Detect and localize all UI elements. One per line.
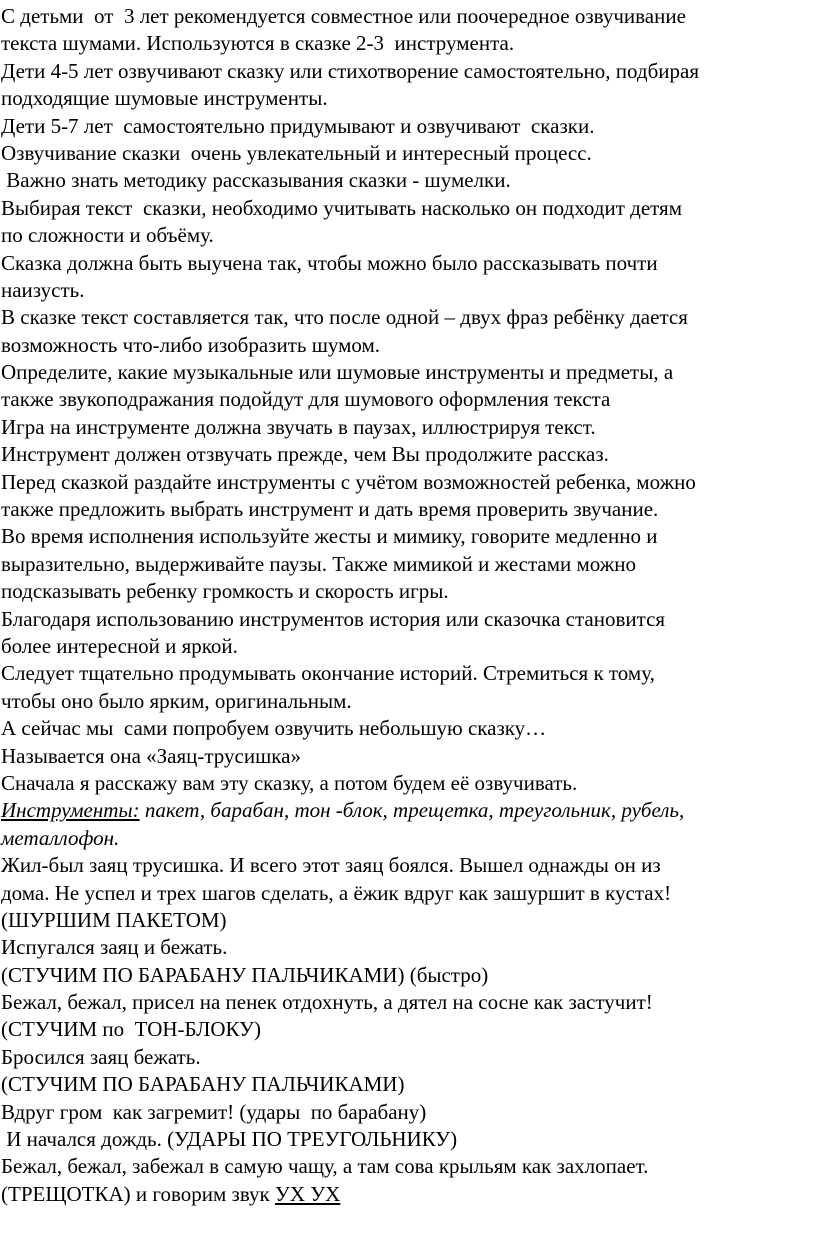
text-line: также предложить выбрать инструмент и дать время проверить звучание. — [1, 497, 659, 522]
text-line: наизусть. — [1, 277, 85, 302]
text-line: В сказке текст составляется так, что после одной – двух фраз ребёнку дается — [1, 305, 688, 330]
story-line: Испугался заяц и бежать. — [1, 935, 228, 960]
text-line: более интересной и яркой. — [1, 633, 238, 658]
text-line: Важно знать методику рассказывания сказки - шумелки. — [1, 168, 511, 193]
text-line: Во время исполнения используйте жесты и мимику, говорите медленно и — [1, 524, 658, 549]
instruments-continuation: металлофон. — [1, 825, 120, 850]
text-line: по сложности и объёму. — [1, 223, 214, 248]
text-line: Благодаря использованию инструментов история или сказочка становится — [1, 606, 666, 631]
last-line-text: (ТРЕЩОТКА) и говорим звук — [1, 1181, 275, 1206]
text-line: С детьми от 3 лет рекомендуется совместное или поочередное озвучивание — [1, 4, 686, 28]
story-line: Бежал, бежал, забежал в самую чащу, а там сова крыльям как захлопает. — [1, 1154, 649, 1179]
text-line: Называется она «Заяц-трусишка» — [1, 743, 301, 768]
text-line: подходящие шумовые инструменты. — [1, 86, 328, 111]
story-line: Бежал, бежал, присел на пенек отдохнуть, а дятел на сосне как застучит! — [1, 990, 653, 1015]
text-line: Дети 5-7 лет самостоятельно придумывают и озвучивают сказки. — [1, 113, 595, 138]
text-line: Игра на инструменте должна звучать в паузах, иллюстрируя текст. — [1, 414, 596, 439]
text-line: Дети 4-5 лет озвучивают сказку или стихотворение самостоятельно, подбирая — [1, 58, 699, 83]
last-line — [1, 1181, 816, 1208]
text-line: также звукоподражания подойдут для шумового оформления текста — [1, 387, 611, 412]
instruments-label: Инструменты: — [1, 798, 140, 823]
story-line: Жил-был заяц трусишка. И всего этот заяц боялся. Вышел однажды он из — [1, 853, 661, 878]
text-line: Определите, какие музыкальные или шумовые инструменты и предметы, а — [1, 360, 674, 385]
text-line: текста шумами. Используются в сказке 2-3 инструмента. — [1, 31, 515, 56]
text-line: выразительно, выдерживайте паузы. Также мимикой и жестами можно — [1, 551, 637, 576]
story-line: (СТУЧИМ ПО БАРАБАНУ ПАЛЬЧИКАМИ) (быстро) — [1, 962, 489, 987]
text-line: подсказывать ребенку громкость и скорость игры. — [1, 579, 449, 604]
sound-uh-uh: УХ УХ — [275, 1181, 341, 1206]
text-line: Выбирая текст сказки, необходимо учитывать насколько он подходит детям — [1, 195, 683, 220]
text-line: Озвучивание сказки очень увлекательный и интересный процесс. — [1, 140, 592, 165]
text-line: Перед сказкой раздайте инструменты с учётом возможностей ребенка, можно — [1, 469, 696, 494]
story-line: Бросился заяц бежать. — [1, 1044, 201, 1069]
text-line: А сейчас мы сами попробуем озвучить небольшую сказку… — [1, 716, 547, 741]
story-line: (СТУЧИМ по ТОН-БЛОКУ) — [1, 1017, 261, 1042]
text-line: возможность что-либо изобразить шумом. — [1, 332, 381, 357]
instruments-line — [1, 797, 816, 824]
text-line: Инструмент должен отзвучать прежде, чем Вы продолжите рассказ. — [1, 442, 609, 467]
text-line: чтобы оно было ярким, оригинальным. — [1, 688, 352, 713]
text-line: Сказка должна быть выучена так, чтобы можно было рассказывать почти — [1, 250, 658, 275]
story-line: дома. Не успел и трех шагов сделать, а ёжик вдруг как зашуршит в кустах! — [1, 880, 672, 905]
story-line: (ШУРШИМ ПАКЕТОМ) — [1, 907, 227, 932]
text-line: Следует тщательно продумывать окончание историй. Стремиться к тому, — [1, 661, 655, 686]
story-line: Вдруг гром как загремит! (удары по барабану) — [1, 1099, 427, 1124]
instruments-list: пакет, барабан, тон -блок, трещетка, треугольник, рубель, — [139, 798, 685, 823]
story-line: И начался дождь. (УДАРЫ ПО ТРЕУГОЛЬНИКУ) — [1, 1127, 458, 1152]
text-line: Сначала я расскажу вам эту сказку, а потом будем её озвучивать. — [1, 770, 578, 795]
story-line: (СТУЧИМ ПО БАРАБАНУ ПАЛЬЧИКАМИ) — [1, 1072, 405, 1097]
